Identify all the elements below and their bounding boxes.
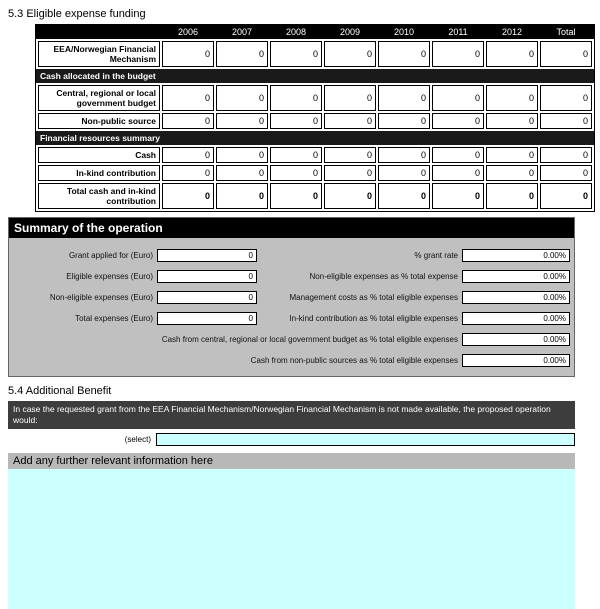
field-label: Non-eligible expenses (Euro) (49, 292, 153, 302)
field-label: Management costs as % total eligible expenses (289, 292, 458, 302)
summary-row (13, 353, 570, 367)
value-cell[interactable]: 0 (162, 183, 214, 209)
value-cell[interactable]: 0 (486, 85, 538, 111)
column-header-2009: 2009 (339, 27, 361, 37)
summary-left-field (13, 291, 257, 304)
summary-row (13, 332, 570, 346)
value-cell[interactable]: 0 (324, 113, 376, 129)
additional-benefit-section (0, 401, 600, 609)
field-input[interactable]: 0.00% (462, 354, 570, 367)
table-section-header: Cash allocated in the budget (36, 69, 594, 83)
field-label: Total expenses (Euro) (75, 313, 153, 323)
field-input[interactable]: 0 (157, 249, 257, 262)
field-label: Non-eligible expenses as % total expense (309, 271, 458, 281)
value-cell[interactable]: 0 (216, 113, 268, 129)
row-label: Cash (38, 147, 160, 163)
field-input[interactable]: 0 (157, 270, 257, 283)
field-label: In-kind contribution as % total eligible expenses (289, 313, 458, 323)
summary-section (8, 217, 575, 377)
summary-body (9, 238, 574, 376)
summary-right-field (13, 333, 570, 346)
section-5-4-title: 5.4 Additional Benefit (8, 385, 112, 397)
value-cell[interactable]: 0 (432, 41, 484, 67)
column-header-2011: 2011 (448, 27, 468, 37)
value-cell[interactable]: 0 (324, 41, 376, 67)
field-input[interactable]: 0.00% (462, 291, 570, 304)
column-header-2012: 2012 (501, 27, 523, 37)
value-cell[interactable]: 0 (162, 113, 214, 129)
field-label: Eligible expenses (Euro) (66, 271, 153, 281)
value-cell[interactable]: 0 (270, 113, 322, 129)
value-cell[interactable]: 0 (216, 147, 268, 163)
value-cell[interactable]: 0 (540, 147, 592, 163)
summary-right-field (257, 270, 570, 283)
summary-row (13, 290, 570, 304)
value-cell[interactable]: 0 (324, 147, 376, 163)
value-cell[interactable]: 0 (486, 41, 538, 67)
value-cell[interactable]: 0 (378, 41, 430, 67)
value-cell[interactable]: 0 (432, 147, 484, 163)
select-label: (select) (124, 435, 151, 444)
value-cell[interactable]: 0 (216, 165, 268, 181)
summary-title: Summary of the operation (9, 218, 574, 238)
column-header-2007: 2007 (231, 27, 253, 37)
row-label: In-kind contribution (38, 165, 160, 181)
table-row (36, 41, 594, 67)
further-info-header: Add any further relevant information here (8, 453, 575, 469)
column-header-2006: 2006 (177, 27, 199, 37)
value-cell[interactable]: 0 (324, 85, 376, 111)
value-cell[interactable]: 0 (216, 41, 268, 67)
table-row (36, 165, 594, 181)
value-cell[interactable]: 0 (270, 183, 322, 209)
value-cell[interactable]: 0 (270, 165, 322, 181)
summary-row (13, 248, 570, 262)
funding-table (35, 24, 595, 212)
value-cell[interactable]: 0 (540, 113, 592, 129)
value-cell[interactable]: 0 (216, 183, 268, 209)
benefit-select-row (8, 433, 575, 446)
summary-right-field (13, 354, 570, 367)
value-cell[interactable]: 0 (270, 85, 322, 111)
page (0, 8, 600, 609)
summary-right-field (257, 249, 570, 262)
value-cell[interactable]: 0 (378, 147, 430, 163)
value-cell[interactable]: 0 (162, 165, 214, 181)
value-cell[interactable]: 0 (540, 183, 592, 209)
benefit-statement: In case the requested grant from the EEA Financial Mechanism/Norwegian Financial Mechanism is not made available, the proposed operation would: (8, 401, 575, 429)
value-cell[interactable]: 0 (540, 85, 592, 111)
row-label: Central, regional or local government budget (38, 85, 160, 111)
value-cell[interactable]: 0 (432, 85, 484, 111)
field-input[interactable]: 0 (157, 312, 257, 325)
value-cell[interactable]: 0 (486, 113, 538, 129)
field-label: Grant applied for (Euro) (68, 250, 153, 260)
funding-table-header-row (36, 25, 594, 39)
table-row (36, 113, 594, 129)
further-info-textarea[interactable] (8, 469, 575, 609)
value-cell[interactable]: 0 (378, 113, 430, 129)
value-cell[interactable]: 0 (486, 183, 538, 209)
value-cell[interactable]: 0 (270, 147, 322, 163)
column-header-2010: 2010 (393, 27, 415, 37)
value-cell[interactable]: 0 (486, 147, 538, 163)
column-header-2008: 2008 (285, 27, 307, 37)
value-cell[interactable]: 0 (162, 147, 214, 163)
value-cell[interactable]: 0 (540, 41, 592, 67)
benefit-select-input[interactable] (156, 433, 575, 446)
value-cell[interactable]: 0 (486, 165, 538, 181)
funding-table-body (36, 41, 594, 209)
column-header-total: Total (556, 27, 576, 37)
field-label: Cash from central, regional or local government budget as % total eligible expenses (161, 334, 458, 344)
field-label: % grant rate (414, 250, 458, 260)
summary-left-field (13, 312, 257, 325)
field-input[interactable]: 0.00% (462, 333, 570, 346)
summary-row (13, 311, 570, 325)
value-cell[interactable]: 0 (432, 183, 484, 209)
table-section-header: Financial resources summary (36, 131, 594, 145)
table-row (36, 183, 594, 209)
summary-right-field (257, 312, 570, 325)
value-cell[interactable]: 0 (270, 41, 322, 67)
summary-right-field (257, 291, 570, 304)
row-label: Total cash and in-kind contribution (38, 183, 160, 209)
field-label: Cash from non-public sources as % total eligible expenses (250, 355, 458, 365)
summary-row (13, 269, 570, 283)
value-cell[interactable]: 0 (162, 85, 214, 111)
value-cell[interactable]: 0 (162, 41, 214, 67)
value-cell[interactable]: 0 (378, 85, 430, 111)
field-input[interactable]: 0.00% (462, 312, 570, 325)
field-input[interactable]: 0 (157, 291, 257, 304)
summary-left-field (13, 270, 257, 283)
section-5-3-title: 5.3 Eligible expense funding (8, 8, 146, 20)
table-row (36, 85, 594, 111)
field-input[interactable]: 0.00% (462, 270, 570, 283)
summary-left-field (13, 249, 257, 262)
value-cell[interactable]: 0 (432, 113, 484, 129)
value-cell[interactable]: 0 (378, 183, 430, 209)
row-label: EEA/Norwegian Financial Mechanism (38, 41, 160, 67)
value-cell[interactable]: 0 (216, 85, 268, 111)
value-cell[interactable]: 0 (378, 165, 430, 181)
value-cell[interactable]: 0 (324, 183, 376, 209)
row-label: Non-public source (38, 113, 160, 129)
value-cell[interactable]: 0 (432, 165, 484, 181)
table-row (36, 147, 594, 163)
value-cell[interactable]: 0 (540, 165, 592, 181)
value-cell[interactable]: 0 (324, 165, 376, 181)
field-input[interactable]: 0.00% (462, 249, 570, 262)
